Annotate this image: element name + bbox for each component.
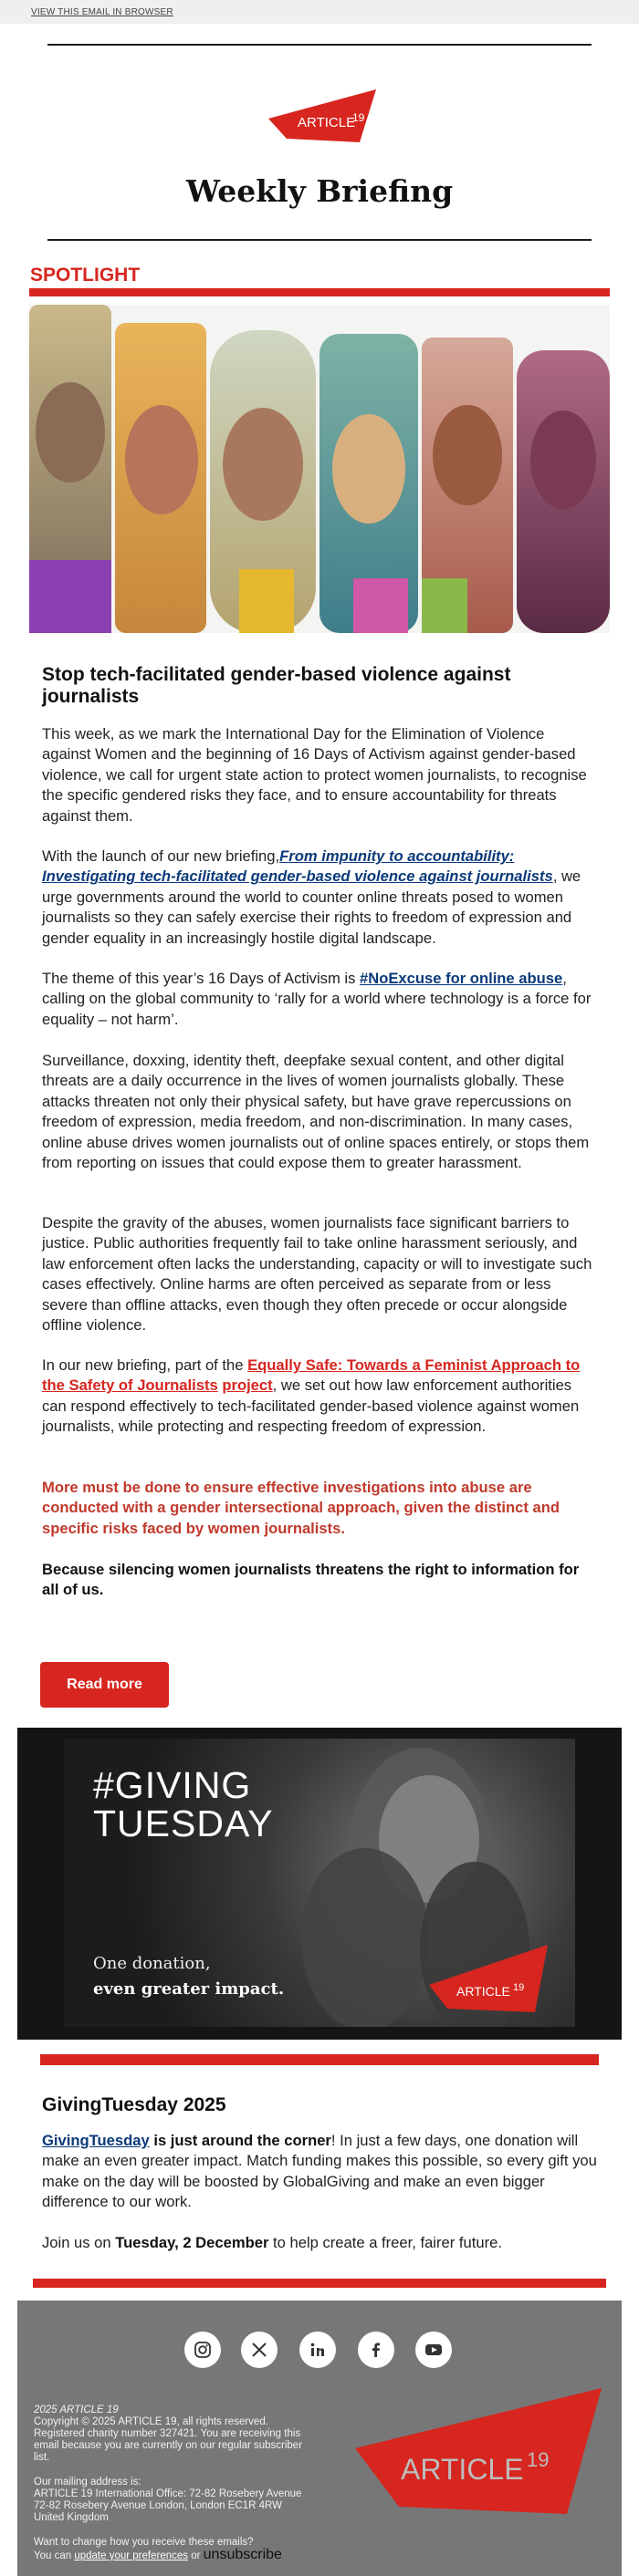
join-pre: Join us on (42, 2234, 116, 2251)
header-rule-bottom (47, 239, 592, 241)
footer-can-text: You can (34, 2550, 75, 2561)
top-bar (0, 0, 639, 24)
footer (17, 2301, 622, 2576)
article-paragraph-3 (42, 969, 597, 1030)
banner-logo-number: 19 (513, 1982, 525, 1993)
giving-body: ! In just a few days, one donation will make an even greater impact. Match funding makes this possible, so every gift you make on the day will be boosted by GlobalGiving and make an even bigger difference to our work. (42, 2132, 597, 2211)
x-icon[interactable] (241, 2332, 278, 2368)
footer-copyright: Copyright © 2025 ARTICLE 19, all rights reserved. (34, 2416, 268, 2427)
unsubscribe-link[interactable]: unsubscribe (203, 2547, 282, 2562)
p3-text-post: , calling on the global community to ‘rally for a world where technology is a force for equality – not harm’. (42, 970, 592, 1028)
footer-mailing-label: Our mailing address is: (34, 2477, 141, 2488)
banner-tagline-1: One donation, (93, 1954, 211, 1973)
facebook-icon[interactable] (358, 2332, 394, 2368)
footer-logo-number: 19 (527, 2448, 550, 2471)
footer-change-question: Want to change how you receive these emails? (34, 2537, 254, 2548)
p3-text-pre: The theme of this year’s 16 Days of Activism is (42, 970, 360, 987)
giving-tuesday-line2: TUESDAY (93, 1802, 274, 1844)
article-paragraph-2 (42, 847, 597, 949)
footer-info (34, 2405, 308, 2562)
giving-paragraph (42, 2131, 597, 2213)
article-paragraph-5: Despite the gravity of the abuses, women journalists face significant barriers to justice. Public authorities frequently fail to take online harassment seriously, and law enforcement often lacks the understanding, capacity or will to investigate such cases effectively. Online harms are often perceived as separate from or less severe than offline attacks, even though they often precede or occur alongside offline violence. (42, 1214, 592, 1335)
article-paragraph-7: More must be done to ensure effective investigations into abuse are conducted with a gender intersectional approach, given the distinct and specific risks faced by women journalists. (42, 1479, 560, 1537)
p2-text-post: , we urge governments around the world to counter online threats posed to women journalists so they can safely exercise their rights to freedom of expression and gender equality in an increasingly hostile digital landscape. (42, 867, 581, 947)
join-post: to help create a freer, fairer future. (268, 2234, 502, 2251)
logo-text: ARTICLE (298, 115, 356, 130)
footer-charity: Registered charity number 327421. You are receiving this email because you are currently on our regular subscriber list. (34, 2428, 303, 2463)
project-link[interactable]: project (222, 1376, 273, 1395)
banner-logo-text: ARTICLE (456, 1984, 510, 1999)
givingtuesday-link[interactable]: GivingTuesday (42, 2132, 150, 2149)
logo-number: 19 (352, 111, 365, 124)
hero-image[interactable] (29, 305, 610, 633)
youtube-icon[interactable] (415, 2332, 452, 2368)
p6-text-post: , we set out how law enforcement authorities can respond effectively to tech-facilitated gender-based violence against women journalists, while protecting and respecting freedom of expression. (42, 1376, 580, 1436)
linkedin-icon[interactable] (299, 2332, 336, 2368)
footer-top-bar (33, 2279, 606, 2288)
p2-text-pre: With the launch of our new briefing, (42, 847, 280, 865)
footer-address: ARTICLE 19 International Office: 72-82 Rosebery Avenue 72-82 Rosebery Avenue London, London EC1R 4RW United Kingdom (34, 2488, 302, 2523)
article19-logo[interactable] (256, 86, 391, 156)
p6-text-pre: In our new briefing, part of the (42, 1356, 248, 1374)
footer-or-text: or (188, 2550, 204, 2561)
header-rule-top (47, 44, 592, 46)
briefing-link[interactable]: From impunity to accountability: Investigating tech-facilitated gender-based violence against journalists (42, 847, 553, 886)
footer-logo-text: ARTICLE (401, 2453, 524, 2486)
join-date: Tuesday, 2 December (115, 2234, 269, 2251)
update-preferences-link[interactable]: update your preferences (74, 2550, 189, 2561)
page-title: Weekly Briefing (185, 173, 454, 209)
banner-tagline-2: even greater impact. (93, 1979, 285, 1999)
article-paragraph-6 (42, 1356, 597, 1438)
read-more-button[interactable]: Read more (40, 1662, 169, 1708)
giving-tuesday-banner[interactable] (64, 1739, 575, 2027)
giving-tuesday-line1: #GIVING (93, 1764, 252, 1806)
article-heading: Stop tech-facilitated gender-based violence against journalists (42, 664, 511, 707)
footer-logo[interactable] (337, 2384, 611, 2521)
view-in-browser-link[interactable]: VIEW THIS EMAIL IN BROWSER (31, 6, 173, 17)
equally-safe-link[interactable]: Equally Safe: Towards a Feminist Approach to the Safety of Journalists (42, 1356, 581, 1395)
article-paragraph-1: This week, as we mark the International Day for the Elimination of Violence against Women and the beginning of 16 Days of Activism against gender-based violence, we call for urgent state action to protect women journalists, to recognise the specific gendered risks they face, and to ensure accountability for threats against them. (42, 725, 587, 825)
spotlight-label: SPOTLIGHT (30, 265, 141, 286)
article-paragraph-8: Because silencing women journalists threatens the right to information for all of us. (42, 1561, 580, 1599)
footer-preferences-line (34, 2549, 308, 2562)
giving-section-bar (40, 2054, 599, 2065)
giving-tuesday-wordmark (93, 1766, 274, 1843)
spotlight-bar (29, 288, 610, 296)
instagram-icon[interactable] (184, 2332, 221, 2368)
footer-org-year: 2025 ARTICLE 19 (34, 2405, 119, 2415)
article-paragraph-4: Surveillance, doxxing, identity theft, deepfake sexual content, and other digital threats are a daily occurrence in the lives of women journalists globally. These attacks threaten not only their physical safety, but have grave repercussions on freedom of expression, media freedom, and non-discrimination. In many cases, online abuse drives women journalists out of online spaces entirely, or stops them from reporting on issues that could expose them to greater harassment. (42, 1052, 590, 1172)
giving-bold-text: is just around the corner (149, 2132, 331, 2149)
hero-collage (29, 305, 610, 633)
noexcuse-link[interactable]: #NoExcuse for online abuse (360, 970, 563, 987)
giving-join-paragraph (42, 2233, 597, 2253)
giving-heading: GivingTuesday 2025 (42, 2094, 226, 2115)
